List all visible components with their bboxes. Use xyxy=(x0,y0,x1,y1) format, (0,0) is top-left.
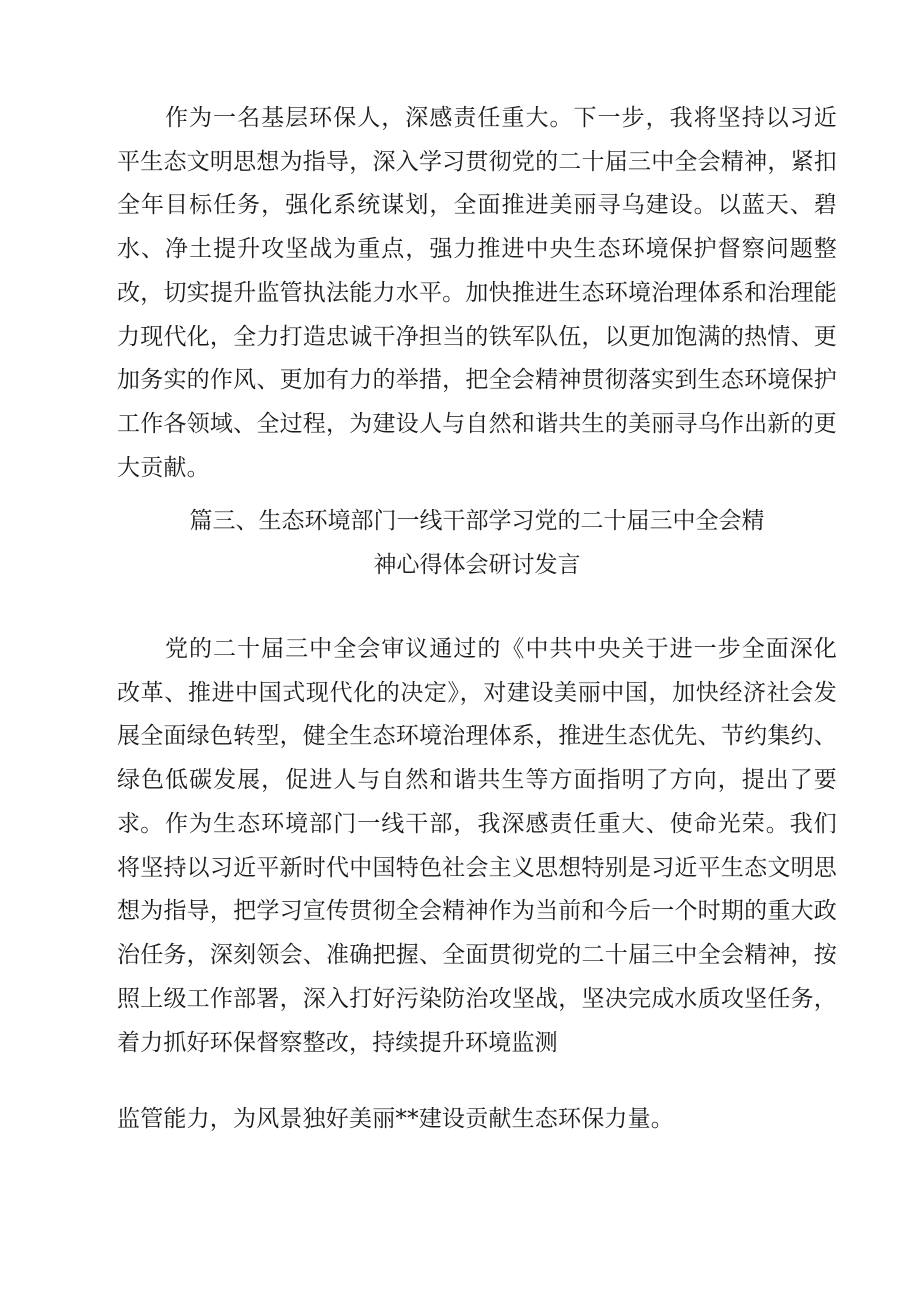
section-heading-line-2: 神心得体会研讨发言 xyxy=(373,552,581,578)
body-paragraph-1: 作为一名基层环保人，深感责任重大。下一步，我将坚持以习近平生态文明思想为指导，深入学习贯彻党的二十届三中全会精神，紧扣全年目标任务，强化系统谋划，全面推进美丽寻乌建设。以蓝天、碧水、净土提升攻坚战为重点，强力推进中央生态环境保护督察问题整改，切实提升监管执法能力水平。加快推进生态环境治理体系和治理能力现代化，全力打造忠诚干净担当的铁军队伍，以更加饱满的热情、更加务实的作风、更加有力的举措，把全会精神贯彻落实到生态环境保护工作各领域、全过程，为建设人与自然和谐共生的美丽寻乌作出新的更大贡献。 xyxy=(117,105,837,481)
section-heading-line-1: 篇三、生态环境部门一线干部学习党的二十届三中全会精 xyxy=(189,508,765,534)
body-paragraph-4: 监管能力，为风景独好美丽**建设贡献生态环保力量。 xyxy=(117,1106,674,1132)
body-paragraph-2: 党的二十届三中全会审议通过的《中共中央关于进一步全面深化改革、推进中国式现代化的决定》，对建设美丽中国，加快经济社会发展全面绿色转型，健全生态环境治理体系，推进生态优先、节约集约、绿色低碳发展，促进人与自然和谐共生等方面指明了方向，提出了要求。 xyxy=(117,636,837,837)
body-paragraph-3: 作为生态环境部门一线干部，我深感责任重大、使命光荣。我们将坚持以习近平新时代中国特色社会主义思想特别是习近平生态文明思想为指导，把学习宣传贯彻全会精神作为当前和今后一个时期的重大政治任务，深刻领会、准确把握、全面贯彻党的二十届三中全会精神，按照上级工作部署，深入打好污染防治攻坚战，坚决完成水质攻坚任务，着力抓好环保督察整改，持续提升环境监测 xyxy=(117,811,837,1056)
